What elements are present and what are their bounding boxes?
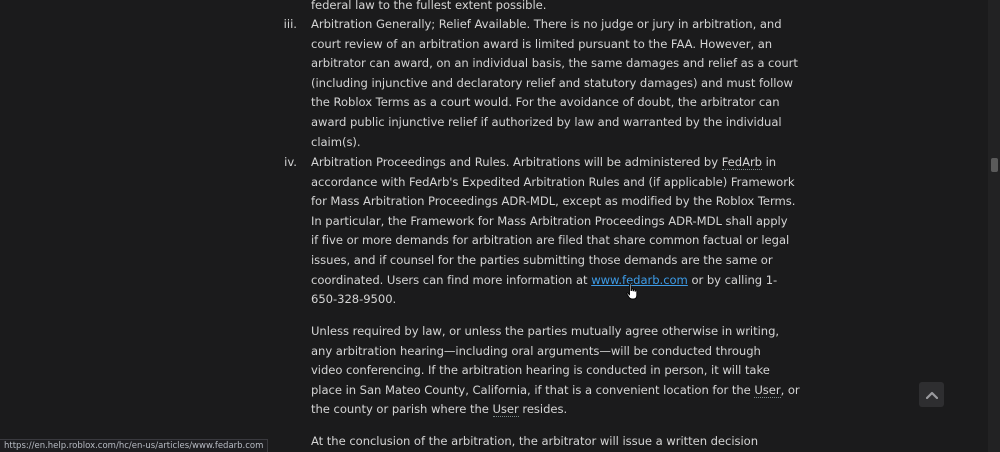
item-iv-line: In particular, the Framework for Mass Arbitration Proceedings ADR-MDL shall apply	[311, 213, 788, 228]
item-iv-text	[311, 153, 796, 310]
paragraph-line: any arbitration hearing—including oral arguments—will be conducted through	[311, 343, 761, 358]
top-line: federal law to the fullest extent possible.	[311, 0, 547, 12]
list-item-iii	[283, 15, 798, 152]
paragraph-text-segment: resides.	[518, 402, 568, 417]
item-iv-line: if five or more demands for arbitration are filed that share common factual or legal	[311, 233, 790, 248]
item-iv-line: accordance with FedArb's Expedited Arbitration Rules and (if applicable) Framework	[311, 174, 795, 189]
item-iv-line: for Mass Arbitration Proceedings ADR-MDL, except as modified by the Roblox Terms.	[311, 194, 796, 209]
scrollbar-thumb[interactable]	[991, 158, 998, 172]
item-iii-line: award public injunctive relief if authorized by law and warranted by the individual	[311, 114, 782, 129]
item-iv-line	[311, 153, 777, 173]
paragraph-line: video conferencing. If the arbitration hearing is conducted in person, it will take	[311, 363, 770, 378]
paragraph-conclusion	[311, 432, 759, 452]
item-iv-text-segment: Arbitration Proceedings and Rules. Arbitrations will be administered by	[311, 155, 722, 169]
paragraph-text-segment: place in San Mateo County, California, if that is a convenient location for the	[311, 382, 755, 397]
item-iii-line: Arbitration Generally; Relief Available. There is no judge or jury in arbitration, and	[311, 17, 782, 31]
list-marker-iv: iv.	[284, 155, 297, 169]
item-iv-text-segment: or by calling 1-	[687, 272, 778, 287]
item-iii-line: arbitrator can award, on an individual basis, the same damages and relief as a court	[311, 56, 798, 71]
paragraph-line	[311, 381, 800, 401]
item-iv-line: issues, and if counsel for the parties submitting those demands are the same or	[311, 252, 773, 267]
hand-pointer-cursor-icon	[626, 283, 638, 301]
glossary-term-user[interactable]: User	[492, 402, 519, 417]
paragraph-line: At the conclusion of the arbitration, the arbitrator will issue a written decision	[311, 434, 759, 448]
glossary-term-user[interactable]: User	[754, 382, 781, 397]
item-iv-text-segment: in	[761, 155, 777, 169]
item-iii-line: the Roblox Terms as a court would. For the avoidance of doubt, the arbitrator can	[311, 95, 780, 110]
vertical-scrollbar[interactable]	[988, 0, 1000, 452]
paragraph-text-segment: , or	[780, 382, 800, 397]
chevron-up-icon	[926, 391, 938, 399]
item-iv-line: 650-328-9500.	[311, 292, 397, 307]
item-iii-line: claim(s).	[311, 134, 361, 149]
link-status-bar: https://en.help.roblox.com/hc/en-us/articles/www.fedarb.com	[0, 439, 268, 452]
item-iii-text	[311, 15, 798, 152]
paragraph-hearing-text	[311, 322, 800, 420]
top-line-block	[311, 0, 743, 16]
list-item-iv	[284, 153, 796, 310]
paragraph-text-segment: the county or parish where the	[311, 402, 493, 417]
item-iii-line: (including injunctive and declaratory relief and statutory damages) and must follow	[311, 75, 793, 90]
paragraph-hearing	[311, 322, 800, 420]
paragraph-line	[311, 400, 743, 420]
paragraph-line: Unless required by law, or unless the parties mutually agree otherwise in writing,	[311, 324, 780, 338]
item-iv-text-segment: coordinated. Users can find more information at	[311, 272, 592, 287]
list-marker-iii: iii.	[283, 17, 297, 31]
item-iv-line	[311, 271, 778, 291]
item-iii-line: court review of an arbitration award is limited pursuant to the FAA. However, an	[311, 36, 773, 51]
paragraph-conclusion-text	[311, 432, 759, 452]
scroll-to-top-button[interactable]	[919, 382, 944, 407]
glossary-term-fedarb[interactable]: FedArb	[721, 155, 762, 169]
fedarb-link[interactable]: www.fedarb.com	[591, 272, 688, 287]
